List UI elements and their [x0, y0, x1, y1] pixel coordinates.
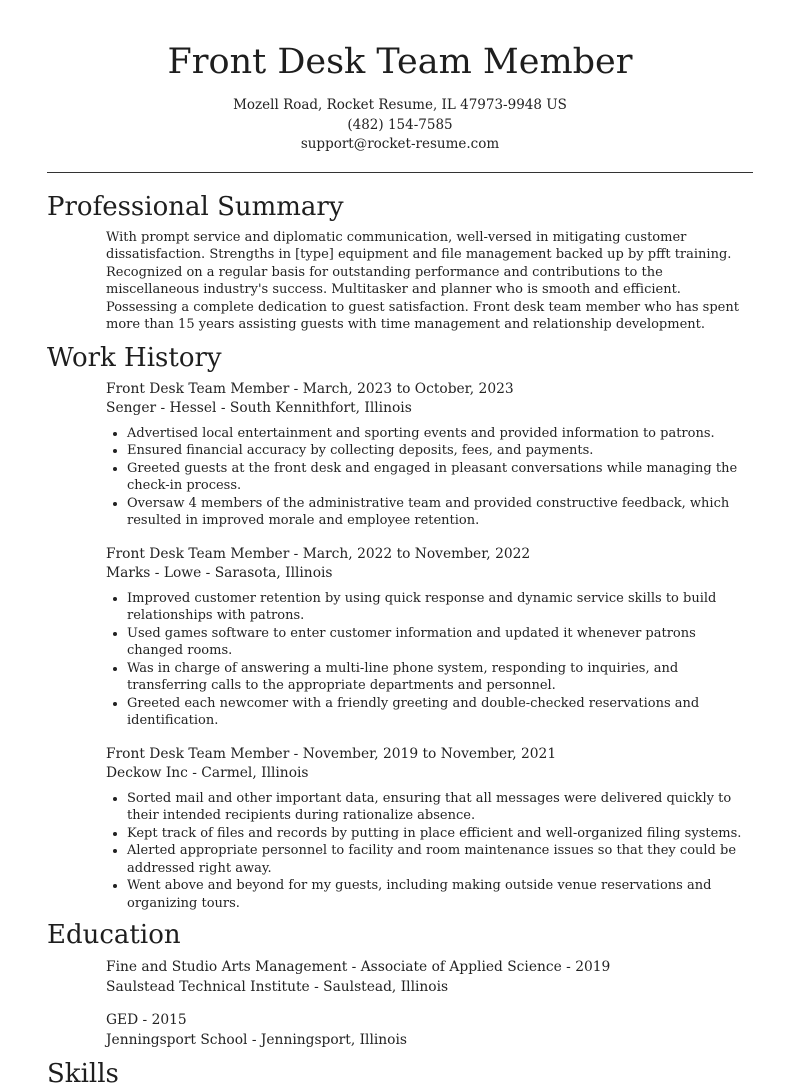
section-heading-summary: Professional Summary [47, 191, 344, 222]
job-title-dates: Front Desk Team Member - March, 2022 to November, 2022 [106, 545, 531, 562]
skills-section [0, 1059, 800, 1089]
header-divider [47, 172, 753, 173]
phone: (482) 154-7585 [347, 116, 453, 133]
job-company-location: Marks - Lowe - Sarasota, Illinois [106, 565, 333, 581]
list-item: • Greeted each newcomer with a friendly greeting and double-checked reservations and identification. [127, 695, 750, 730]
list-item: • Went above and beyond for my guests, including making outside venue reservations and organizing tours. [127, 877, 750, 912]
address: Mozell Road, Rocket Resume, IL 47973-9948 US [233, 97, 567, 113]
resume-header [0, 0, 800, 155]
list-item: • Alerted appropriate personnel to facility and room maintenance issues so that they could be addressed right away. [127, 842, 750, 877]
section-heading-work-history: Work History [47, 342, 222, 373]
list-item: • Advertised local entertainment and sporting events and provided information to patrons. [127, 425, 750, 443]
job-company-location: Deckow Inc - Carmel, Illinois [106, 765, 309, 781]
education-entry [0, 958, 800, 997]
contact-info [0, 96, 800, 155]
list-item: • Oversaw 4 members of the administrative team and provided constructive feedback, which resulted in improved morale and employee retention. [127, 495, 750, 530]
job-bullet-list [110, 425, 750, 530]
list-item: • Used games software to enter customer information and updated it whenever patrons changed rooms. [127, 625, 750, 660]
email: support@rocket-resume.com [300, 136, 500, 152]
job-bullet-list [110, 590, 750, 730]
job-bullet-list [110, 790, 750, 913]
list-item: • Ensured financial accuracy by collecting deposits, fees, and payments. [127, 442, 750, 460]
work-history-section [0, 343, 800, 913]
list-item: • Was in charge of answering a multi-line phone system, responding to inquiries, and transferring calls to the appropriate departments and personnel. [127, 660, 750, 695]
job-title-dates: Front Desk Team Member - November, 2019 to November, 2021 [106, 745, 557, 762]
education-section [0, 920, 800, 1050]
job-entry [0, 745, 800, 913]
school-line: Jenningsport School - Jenningsport, Illinois [106, 1031, 407, 1048]
school-line: Saulstead Technical Institute - Saulstead, Illinois [106, 978, 449, 995]
summary-section [0, 192, 800, 334]
list-item: • Improved customer retention by using quick response and dynamic service skills to build relationships with patrons. [127, 590, 750, 625]
job-title-dates: Front Desk Team Member - March, 2023 to October, 2023 [106, 380, 514, 397]
degree-line: Fine and Studio Arts Management - Associate of Applied Science - 2019 [106, 959, 611, 975]
job-entry [0, 545, 800, 730]
section-heading-education: Education [47, 920, 181, 950]
degree-line: GED - 2015 [106, 1012, 187, 1028]
summary-text: With prompt service and diplomatic communication, well-versed in mitigating customer dissatisfaction. Strengths in [type] equipment and file management backed up by pfft training. Recognized on a regular basis for outstanding performance and contributions to the miscellaneous industry's success. Multitasker and planner who is smooth and efficient. Possessing a complete dedication to guest satisfaction. Front desk team member who has spent more than 15 years assisting guests with time management and relationship development. [106, 229, 739, 332]
list-item: • Kept track of files and records by putting in place efficient and well-organized filing systems. [127, 825, 750, 843]
list-item: • Sorted mail and other important data, ensuring that all messages were delivered quickly to their intended recipients during rationalize absence. [127, 790, 750, 825]
section-heading-skills: Skills [47, 1059, 119, 1089]
list-item: • Greeted guests at the front desk and engaged in pleasant conversations while managing the check-in process. [127, 460, 750, 495]
job-company-location: Senger - Hessel - South Kennithfort, Illinois [106, 400, 412, 416]
candidate-name: Front Desk Team Member [167, 42, 633, 82]
education-entry [0, 1011, 800, 1050]
job-entry [0, 380, 800, 530]
